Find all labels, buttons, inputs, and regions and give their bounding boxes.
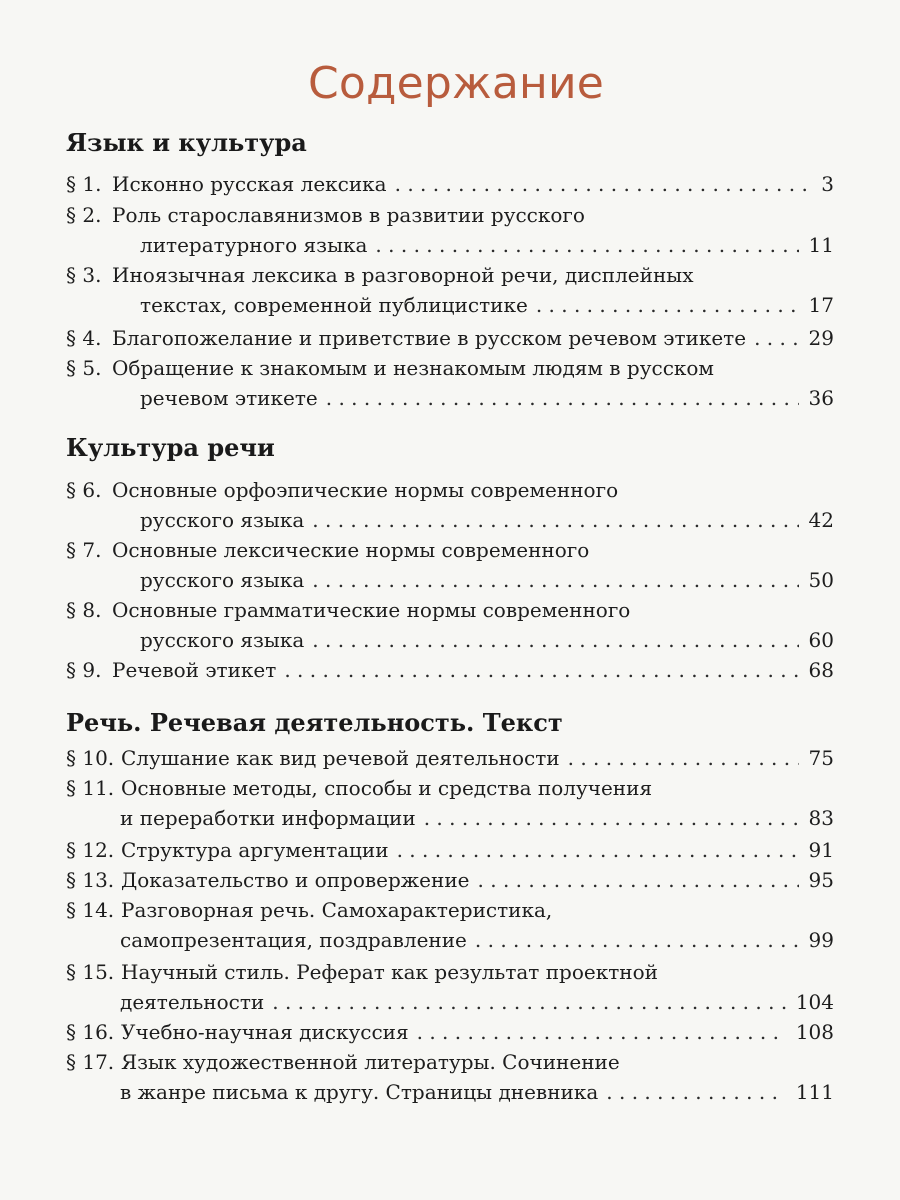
entry-title-line: речевом этикете: [140, 386, 318, 410]
dot-leader: [475, 928, 799, 952]
dot-leader: [312, 568, 798, 592]
entry-number: § 15.: [66, 960, 115, 984]
entry-title-line: Слушание как вид речевой деятельности: [121, 746, 560, 770]
entry-title-line: Иноязычная лексика в разговорной речи, дисплейных: [112, 263, 694, 287]
entry-title-line: Основные методы, способы и средства получения: [121, 776, 653, 800]
entry-number: § 14.: [66, 898, 115, 922]
entry-title-line: Обращение к знакомым и незнакомым людям в русском: [112, 356, 714, 380]
entry-title-with-page: [140, 568, 834, 592]
dot-leader: [424, 806, 799, 830]
page-number: 91: [808, 838, 834, 862]
entry-title-line: Речевой этикет: [112, 658, 277, 682]
page-number: 42: [808, 508, 834, 532]
page-title: Содержание: [307, 58, 605, 109]
entry-number: § 8.: [66, 598, 102, 622]
entry-title-line: и переработки информации: [120, 806, 416, 830]
entry-title-line: Учебно-научная дискуссия: [121, 1020, 409, 1044]
dot-leader: [606, 1080, 786, 1104]
entry-number: § 13.: [66, 868, 115, 892]
dot-leader: [417, 1020, 786, 1044]
entry-title-with-page: [121, 838, 834, 862]
entry-title-with-page: [121, 868, 834, 892]
entry-title-with-page: [120, 928, 834, 952]
section-heading: Культура речи: [66, 433, 275, 462]
page-number: 60: [808, 628, 834, 652]
entry-title-line: Основные грамматические нормы современного: [112, 598, 631, 622]
entry-title-line: Роль старославянизмов в развитии русского: [112, 203, 585, 227]
dot-leader: [312, 628, 798, 652]
page-number: 75: [808, 746, 834, 770]
entry-number: § 4.: [66, 326, 102, 350]
page-number: 111: [795, 1080, 834, 1104]
entry-number: § 7.: [66, 538, 102, 562]
entry-title-line: Исконно русская лексика: [112, 172, 387, 196]
dot-leader: [754, 326, 798, 350]
page-number: 104: [795, 990, 834, 1014]
dot-leader: [312, 508, 798, 532]
page-number: 108: [795, 1020, 834, 1044]
entry-title-with-page: [120, 806, 834, 830]
entry-number: § 17.: [66, 1050, 115, 1074]
entry-title-line: русского языка: [140, 628, 305, 652]
dot-leader: [375, 233, 798, 257]
entry-title-line: Разговорная речь. Самохарактеристика,: [121, 898, 553, 922]
entry-number: § 2.: [66, 203, 102, 227]
entry-number: § 3.: [66, 263, 102, 287]
entry-title-with-page: [140, 233, 834, 257]
entry-title-line: в жанре письма к другу. Страницы дневника: [120, 1080, 599, 1104]
page-number: 3: [821, 172, 834, 196]
entry-title-line: Благопожелание и приветствие в русском речевом этикете: [112, 326, 747, 350]
entry-title-line: литературного языка: [140, 233, 368, 257]
entry-number: § 10.: [66, 746, 115, 770]
entry-title-line: Основные орфоэпические нормы современного: [112, 478, 619, 502]
entry-title-with-page: [120, 990, 834, 1014]
dot-leader: [478, 868, 799, 892]
dot-leader: [326, 386, 799, 410]
entry-number: § 16.: [66, 1020, 115, 1044]
entry-title-with-page: [112, 172, 834, 196]
page-number: 11: [808, 233, 834, 257]
entry-number: § 1.: [66, 172, 102, 196]
entry-number: § 9.: [66, 658, 102, 682]
page-number: 17: [808, 293, 834, 317]
entry-title-line: самопрезентация, поздравление: [120, 928, 467, 952]
entry-title-line: Структура аргументации: [121, 838, 389, 862]
page-number: 95: [808, 868, 834, 892]
dot-leader: [272, 990, 786, 1014]
entry-title-line: Доказательство и опровержение: [121, 868, 470, 892]
page-number: 99: [808, 928, 834, 952]
entry-number: § 6.: [66, 478, 102, 502]
dot-leader: [397, 838, 799, 862]
entry-title-with-page: [140, 386, 834, 410]
entry-number: § 5.: [66, 356, 102, 380]
entry-title-with-page: [121, 1020, 834, 1044]
page-number: 68: [808, 658, 834, 682]
dot-leader: [395, 172, 812, 196]
section-heading: Речь. Речевая деятельность. Текст: [66, 708, 563, 737]
page-number: 83: [808, 806, 834, 830]
entry-title-line: деятельности: [120, 990, 265, 1014]
entry-title-with-page: [121, 746, 834, 770]
dot-leader: [536, 293, 799, 317]
dot-leader: [284, 658, 798, 682]
section-heading: Язык и культура: [66, 128, 307, 157]
entry-title-with-page: [140, 508, 834, 532]
entry-number: § 11.: [66, 776, 115, 800]
entry-title-with-page: [140, 293, 834, 317]
entry-number: § 12.: [66, 838, 115, 862]
dot-leader: [568, 746, 799, 770]
entry-title-line: русского языка: [140, 508, 305, 532]
entry-title-line: Основные лексические нормы современного: [112, 538, 590, 562]
entry-title-with-page: [112, 658, 834, 682]
entry-title-line: Научный стиль. Реферат как результат проектной: [121, 960, 659, 984]
page-number: 50: [808, 568, 834, 592]
page-number: 29: [808, 326, 834, 350]
entry-title-line: русского языка: [140, 568, 305, 592]
entry-title-with-page: [120, 1080, 834, 1104]
page-number: 36: [808, 386, 834, 410]
entry-title-line: текстах, современной публицистике: [140, 293, 528, 317]
entry-title-with-page: [112, 326, 834, 350]
entry-title-with-page: [140, 628, 834, 652]
entry-title-line: Язык художественной литературы. Сочинение: [121, 1050, 620, 1074]
